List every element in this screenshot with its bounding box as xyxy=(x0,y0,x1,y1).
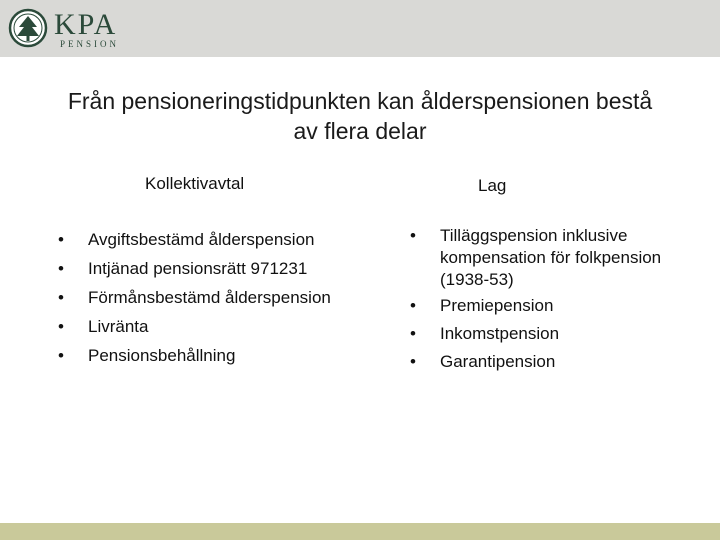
right-column-heading: Lag xyxy=(478,176,507,195)
list-item-text: Förmånsbestämd ålderspension xyxy=(88,288,331,307)
list-item xyxy=(58,312,388,341)
list-item xyxy=(410,323,710,345)
list-item-text: Tilläggspension inklusive kompensation för folkpension (1938-53) xyxy=(440,226,662,289)
list-item-text: Intjänad pensionsrätt 971231 xyxy=(88,259,308,278)
list-item-text: Garantipension xyxy=(440,352,556,371)
list-item xyxy=(410,351,710,373)
logo-name: KPA xyxy=(54,8,118,41)
bullet-icon: • xyxy=(410,226,416,245)
list-item xyxy=(58,283,388,312)
list-item xyxy=(58,341,388,370)
bullet-icon: • xyxy=(410,324,416,343)
bullet-icon: • xyxy=(410,352,416,371)
list-item xyxy=(58,225,388,254)
left-bullet-list xyxy=(58,225,388,370)
list-item-text: Avgiftsbestämd ålderspension xyxy=(88,230,315,249)
list-item xyxy=(58,254,388,283)
bullet-icon: • xyxy=(58,288,64,307)
logo-subtitle: PENSION xyxy=(60,39,120,49)
left-column-heading: Kollektivavtal xyxy=(145,174,245,193)
list-item-text: Premiepension xyxy=(440,296,554,315)
tree-emblem-icon xyxy=(8,8,48,48)
footer-band xyxy=(0,523,720,540)
list-item xyxy=(410,225,710,291)
list-item-text: Inkomstpension xyxy=(440,324,560,343)
bullet-icon: • xyxy=(410,296,416,315)
header-band xyxy=(0,0,720,57)
right-bullet-list xyxy=(410,225,710,379)
list-item xyxy=(410,295,710,317)
list-item-text: Livränta xyxy=(88,317,149,336)
bullet-icon: • xyxy=(58,230,64,249)
kpa-pension-logo xyxy=(8,8,148,52)
bullet-icon: • xyxy=(58,259,64,278)
bullet-icon: • xyxy=(58,346,64,365)
list-item-text: Pensionsbehållning xyxy=(88,346,236,365)
bullet-icon: • xyxy=(58,317,64,336)
slide-title: Från pensioneringstidpunkten kan ålderspensionen bestå av flera delar xyxy=(67,88,653,144)
